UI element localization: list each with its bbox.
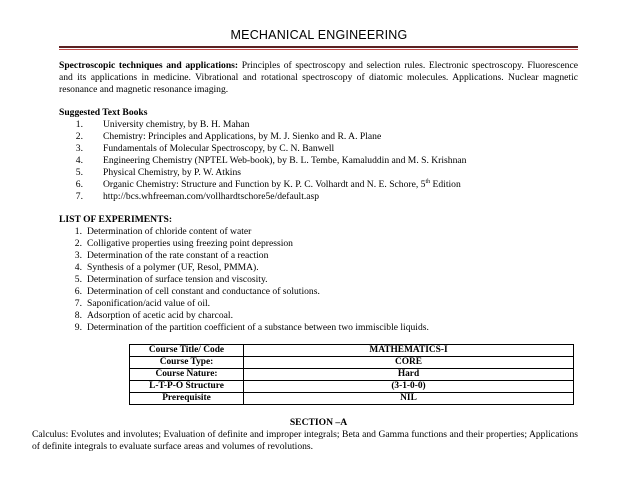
books-list bbox=[59, 119, 578, 203]
spectroscopy-heading: Spectroscopic techniques and applications: bbox=[59, 60, 239, 71]
section-a-text: Calculus: Evolutes and involutes; Evaluation of definite and improper integrals; Beta and Gamma functions and their properties; Applications of definite integrals to evaluate surface areas and volumes of revolutions. bbox=[32, 429, 578, 452]
list-item: 4. Engineering Chemistry (NPTEL Web-book), by B. L. Tembe, Kamaluddin and M. S. Krishnan bbox=[75, 155, 467, 166]
table-row: Course Nature: Hard bbox=[130, 369, 574, 381]
page-header-title: MECHANICAL ENGINEERING bbox=[230, 28, 408, 42]
list-item: 1. University chemistry, by B. H. Mahan bbox=[75, 119, 250, 130]
list-item: 3. Determination of the rate constant of a reaction bbox=[74, 250, 269, 261]
table-row: L-T-P-O Structure (3-1-0-0) bbox=[130, 381, 574, 393]
list-item: 1. Determination of chloride content of water bbox=[74, 226, 252, 237]
list-item: 8. Adsorption of acetic acid by charcoal. bbox=[74, 310, 233, 321]
list-item: 6. Organic Chemistry: Structure and Function by K. P. C. Volhardt and N. E. Schore, 5th Edition bbox=[75, 178, 461, 190]
spectroscopy-paragraph bbox=[59, 60, 578, 96]
spectroscopy-text: Principles of spectroscopy and selection rules. Electronic spectroscopy. Fluorescence and its applications in medicine. Vibrational and rotational spectroscopy of diatomic molecules. Applications. Nuclear magnetic resonance and magnetic resonance imaging. bbox=[59, 60, 578, 95]
list-item: 9. Determination of the partition coefficient of a substance between two immiscible liquids. bbox=[74, 322, 429, 333]
table-row: Course Type: CORE bbox=[130, 357, 574, 369]
list-item: 2. Colligative properties using freezing point depression bbox=[74, 238, 293, 249]
header-rule-dark bbox=[59, 46, 578, 48]
list-item: 5. Determination of surface tension and viscosity. bbox=[74, 274, 268, 285]
list-item: 6. Determination of cell constant and conductance of solutions. bbox=[74, 286, 320, 297]
table-row: Course Title/ Code MATHEMATICS-I bbox=[130, 345, 574, 357]
list-item: 4. Synthesis of a polymer (UF, Resol, PMMA). bbox=[74, 262, 259, 273]
list-item: 5. Physical Chemistry, by P. W. Atkins bbox=[75, 167, 241, 178]
list-item: 7. Saponification/acid value of oil. bbox=[74, 298, 211, 309]
list-item: 2. Chemistry: Principles and Applications, by M. J. Sienko and R. A. Plane bbox=[75, 131, 382, 142]
course-info-table bbox=[129, 344, 574, 405]
experiments-list bbox=[59, 226, 578, 334]
table-row: Prerequisite NIL bbox=[130, 393, 574, 405]
experiments-heading: LIST OF EXPERIMENTS: bbox=[59, 214, 173, 225]
document-body bbox=[32, 60, 578, 453]
list-item: 3. Fundamentals of Molecular Spectroscopy, by C. N. Banwell bbox=[75, 143, 335, 154]
section-a-heading: SECTION –A bbox=[289, 417, 348, 428]
list-item: 7. http://bcs.whfreeman.com/vollhardtschore5e/default.asp bbox=[75, 191, 320, 202]
books-heading: Suggested Text Books bbox=[59, 107, 148, 118]
header-rule-red bbox=[59, 49, 578, 50]
